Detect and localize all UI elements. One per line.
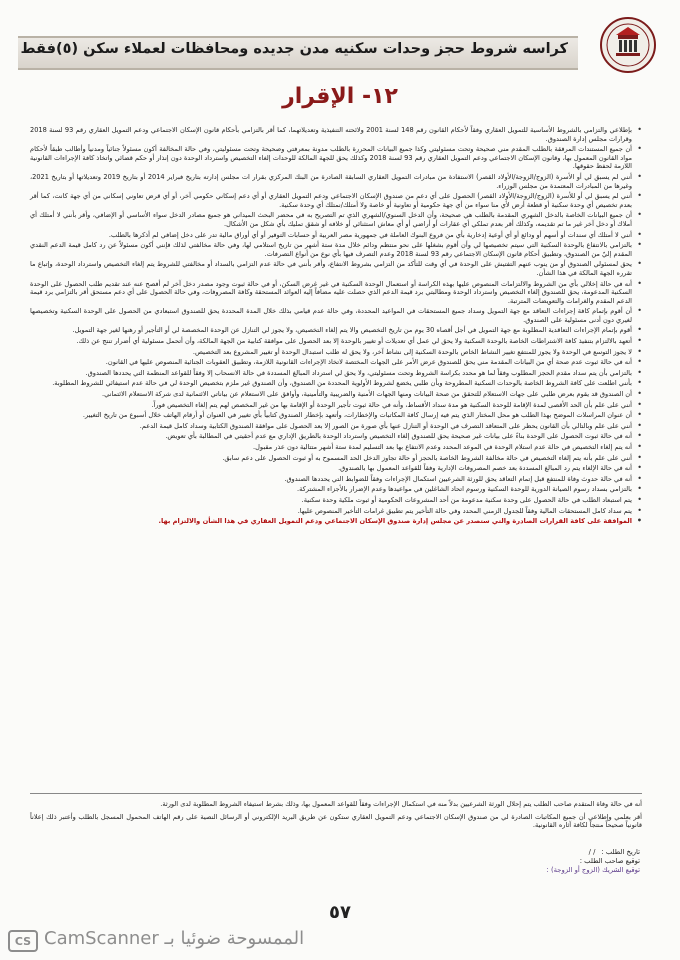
declaration-item: • أنني لا أمتلك أي سندات أو أسهم أو ودائع أو أي أوعية إدخارية بأي من فروع البنوك العاملة في جمهورية مصر العربية أو حسابات التوفير أو أي أوراق مالية تدر على دخل إضافي لم أذكرها بالطلب. [30, 231, 642, 240]
declaration-item: • أنني على علم بأن الحد الأقصى لمدة الإقامة للوحدة السكنية هو مدة سداد الأقساط، وأنه في حالة ثبوت تأجير الوحدة أو الإقامة بها من غير المخصص لهم يتم إلغاء التخصيص فوراً. [30, 401, 642, 410]
applicant-signature-label: توقيع صاحب الطلب : [579, 857, 640, 865]
declaration-item: • أنني لم يسبق لي أو الأسرة (الزوج/الزوجة/الأولاد القصر) الاستفادة من مبادرات التمويل العقاري السابقة الصادرة من البنك المركزي بقرار ات مجلس إدارته بتاريخ فبراير 2014 أو بتاريخ 2019 وتعديلاتها أو بتاريخ 2021، وغيرها من المبادرات المعتمدة من مجلس الوزراء. [30, 173, 642, 190]
declaration-item: • أنه في حالة ثبوت عدم صحة أي من البيانات المقدمة مني يحق للصندوق عرض الأمر على الجهات المختصة لاتخاذ الإجراءات القانونية اللازمة، وتطبيق العقوبات الجنائية المنصوص عليها في القانون. [30, 358, 642, 367]
section-title: ١٢- الإقرار [282, 84, 398, 109]
page-header [18, 14, 670, 76]
page-number: ٥٧ [329, 902, 351, 923]
date-value: / / [588, 848, 596, 856]
declaration-item: • بالتزامي بسداد رسوم الصيانة الدورية للوحدة السكنية ورسوم اتحاد الشاغلين في مواعيدها وعدم الإضرار بالأجزاء المشتركة. [30, 485, 642, 494]
declaration-item: • أن أقوم بإتمام كافة إجراءات التعاقد مع جهة التمويل وسداد جميع المستحقات في المواعيد المحددة، وفي حالة عدم قيامي بذلك خلال المدة المحددة يحق للصندوق استبعادي من الحصول على الوحدة السكنية وتخصيصها لغيري دون أدنى مسئولية على الصندوق. [30, 307, 642, 324]
spouse-signature-line [400, 866, 640, 875]
spouse-signature-label: توقيع الشريك (الزوج أو الزوجة) : [546, 866, 640, 874]
declaration-item: • أنني على علم بأنه يتم إلغاء التخصيص في حالة مخالفة الشروط الخاصة بالحجز أو حالة تجاوز الدخل الحد المسموح به أو ثبوت الحصول على دعم سابق. [30, 454, 642, 463]
declaration-list [30, 126, 642, 528]
declaration-item: • أنه في حالة الإلغاء يتم رد المبالغ المسددة بعد خصم المصروفات الإدارية وفقاً للقواعد المعمول بها بالصندوق. [30, 464, 642, 473]
camscanner-logo: CS [8, 930, 38, 952]
header-banner [18, 36, 578, 70]
declaration-item: • أن جميع البيانات الخاصة بالدخل الشهري المقدمة بالطلب هي صحيحة، وأن الدخل السنوي/الشهري الذي تم التصريح به في محضر البحث الميداني هو جميع مصادر الدخل سواء الأساسي أو الإضافي، وأقر بأنني لا أمتلك أي أملاك أو دخل آخر غير ما تم تقديمه، وكذلك أقر بعدم تملكي أي عقارات أو أراضي أو أي معاش استثنائي أو خلافه أو شقق تمليك بأي شكل من الأشكال. [30, 211, 642, 228]
header-title: كراسه شروط حجز وحدات سكنيه مدن جديده ومحافظات لعملاء سكن (٥)فقط [20, 41, 568, 57]
declaration-item: • أنه يتم إلغاء التخصيص في حالة عدم استلام الوحدة في الموعد المحدد وعدم الانتفاع بها بعد التسليم لمدة ستة أشهر متتالية دون عذر مقبول. [30, 443, 642, 452]
declaration-item: • يحق لمسئولي الصندوق أو من ينوب عنهم التفتيش على الوحدة في أي وقت للتأكد من التزامي بشروط الانتفاع، وأقر بأنني في حالة عدم التزامي بالسداد أو مخالفتي للشروط يتم إلغاء التخصيص واسترداد الوحدة، وإتباع ما تقرره الجهة المالكة في هذا الشأن. [30, 260, 642, 277]
declaration-item: • أنه في حالة إخلالي بأي من الشروط والالتزامات المنصوص عليها بهذه الكراسة أو استعمال الوحدة السكنية في غير غرض السكن، أو في حالة ثبوت وجود مصدر دخل آخر لم أفصح عنه عند تقديم طلب الحصول على الوحدة السكنية المدعومة، يحق للصندوق إلغاء التخصيص واسترداد الوحدة ومطالبتي برد قيمة الدعم الذي حصلت عليه مضافاً إليه العوائد المستحقة وكافة المصروفات، وفي حالة الحصول على أي دعم مستحق أقر بالتزامي برد قيمة الدعم المقدم والغرامات والتعويضات المترتبة. [30, 280, 642, 306]
date-line [400, 848, 640, 857]
declaration-item: • أن جميع المستندات المرفقة بالطلب المقدم مني صحيحة وتحت مسئوليتي وكذا جميع البيانات المحررة بالطلب مدونة بمعرفتي وصحيحة وتحت مسئوليتي، وفي حالة المخالفة أكون مسئولاً جنائياً ومدنياً وأطالب طبقاً لأحكام مواد القانون المعمول بها، وقانون الإسكان الاجتماعي ودعم التمويل العقاري رقم 93 لسنة 2018 وكذلك يحق للجهة المالكة للوحدات إلغاء التخصيص واسترداد الوحدة دون إنذار أو حكم قضائي واتخاذ كافة الإجراءات القانونية اللازمة لحفظ حقوقها. [30, 145, 642, 171]
declaration-item: • بإطلاعي والتزامي بالشروط الأساسية للتمويل العقاري وفقاً لأحكام القانون رقم 148 لسنة 2001 ولائحته التنفيذية وتعديلاتهما، كما أقر بالتزامي بأحكام قانون الإسكان الاجتماعي ودعم التمويل العقاري رقم 93 لسنة 2018 وقرارات مجلس إدارة الصندوق. [30, 126, 642, 143]
date-label: تاريخ الطلب : [601, 848, 640, 856]
declaration-item: • أنني لم يسبق لي أو للأسرة (الزوج/الزوجة/الأولاد القصر) الحصول على أي دعم من صندوق الإسكان الاجتماعي ودعم التمويل العقاري أو أي دعم إسكاني حكومي آخر، أو أي قرض تعاوني إسكاني من أي جهة كانت، كما أقر بعدم تخصيص أي وحدة سكنية أو قطعة أرض لأي منا سواء من أي جهة حكومية أو تعاونية أو خاصة ولا أمتلك/نمتلك أي وحدة سكنية. [30, 192, 642, 209]
declaration-item: • لا يجوز التوسع في الوحدة ولا يجوز للمنتفع تغيير النشاط الخاص بالوحدة السكنية إلى نشاط آخر، ولا يحق له طلب استبدال الوحدة أو تغيير المشروع بعد التخصيص. [30, 348, 642, 357]
declaration-item: • أتعهد بالالتزام بتنفيذ كافة الاشتراطات الخاصة بالوحدة السكنية ولا يحق لي عمل أي تعديلات أو تغيير بالوحدة إلا بعد الحصول على موافقة كتابية من الجهة المالكة، وأن أتحمل مسئولية أي أضرار تنتج عن ذلك. [30, 337, 642, 346]
declaration-item: • أن الصندوق قد يقوم بعرض طلبي على جهات الاستعلام للتحقق من صحة البيانات ومنها الجهات الأمنية والضريبية والتأمينية، وأوافق على الاستعلام عن بياناتي الائتمانية لدى شركة الاستعلام الائتماني. [30, 390, 642, 399]
applicant-signature-line [400, 857, 640, 866]
notes-block [30, 787, 642, 834]
note-paragraph: أقر بعلمي وإطلاعي أن جميع المكاتبات الصادرة لي من صندوق الإسكان الاجتماعي ودعم التمويل العقاري ستكون عن طريق البريد الإلكتروني أو الرسائل النصية على رقم الهاتف المحمول المسجل بالطلب وأعتبر ذلك إعلاناً قانونياً صحيحاً منتجاً لكافة آثاره القانونية. [30, 812, 642, 830]
signature-block [400, 848, 640, 875]
declaration-item: • يتم سداد كامل المستحقات المالية وفقاً للجدول الزمني المحدد وفي حالة التأخير يتم تطبيق غرامات التأخير المنصوص عليها. [30, 507, 642, 516]
divider [30, 793, 642, 794]
declaration-item: • أن عنوان المراسلات الموضح بهذا الطلب هو محل المختار الذي يتم فيه إرسال كافة المكاتبات والإخطارات، وأتعهد بإخطار الصندوق كتابياً بأي تغيير في العنوان أو أرقام الهاتف خلال أسبوع من تاريخ التغيير. [30, 411, 642, 420]
ministry-emblem-icon [590, 14, 666, 76]
declaration-item: • الموافقة على كافة القرارات الصادرة والتي ستصدر عن مجلس إدارة صندوق الإسكان الاجتماعي ودعم التمويل العقاري في هذا الشأن والالتزام بها. [30, 517, 642, 526]
note-paragraph: أنه في حالة وفاة المتقدم صاحب الطلب يتم إحلال الورثة الشرعيين بدلاً منه في استكمال الإجراءات وفقاً للقواعد المعمول بها، وذلك بشرط استيفاء الشروط المطلوبة لدى الورثة. [160, 800, 642, 808]
declaration-item: • يتم استبعاد الطلب في حالة الحصول على وحدة سكنية مدعومة من أحد المشروعات الحكومية أو ثبوت ملكية وحدة سكنية. [30, 496, 642, 505]
declaration-item: • أنه في حالة ثبوت الحصول على الوحدة بناءً على بيانات غير صحيحة يحق للصندوق إلغاء التخصيص واسترداد الوحدة بالطريق الإداري مع عدم أحقيتي في المطالبة بأي تعويض. [30, 432, 642, 441]
declaration-item: • أنني على علم وبالتالي بأن القانون يحظر على المتعاقد التصرف في الوحدة أو التنازل عنها بأي صورة من الصور إلا بعد الحصول على موافقة الصندوق الكتابية وسداد كامل قيمة الدعم. [30, 422, 642, 431]
declaration-item: • بالتزامي بأن يتم سداد مقدم الحجز المطلوب وفقاً لما هو محدد بكراسة الشروط وتحت مسئوليتي، ولا يحق لي استرداد المبالغ المسددة في حالة الانسحاب إلا وفقاً للقواعد المنظمة التي يحددها الصندوق. [30, 369, 642, 378]
scanner-watermark: الممسوحة ضوئيا بـ CamScanner [44, 928, 305, 949]
declaration-item: • بالتزامي بالانتفاع بالوحدة السكنية التي سيتم تخصيصها لي وأن أقوم بشغلها على نحو منتظم ودائم خلال مدة ستة أشهر من تاريخ استلامي لها، وفي حالة مخالفتي لذلك فإنني أكون مسئولاً عن رد كامل قيمة الدعم النقدي المقدم إليّ من الصندوق، وتطبيق أحكام قانون الإسكان الاجتماعي رقم 93 لسنة 2018 وعدم التصرف فيها بأي نوع من أنواع التصرفات. [30, 241, 642, 258]
declaration-item: • أقوم بإتمام الإجراءات التعاقدية المطلوبة مع جهة التمويل في أجل أقصاه 30 يوم من تاريخ التخصيص والا يتم إلغاء التخصيص، ولا يجوز لي التنازل عن الوحدة المخصصة لي أو التأجير أو رهنها لغير جهة التمويل. [30, 326, 642, 335]
declaration-item: • بأنني اطلعت على كافة الشروط الخاصة بالوحدات السكنية المطروحة وبأن طلبي يخضع لشروط الأولوية المحددة من الصندوق، وأن الصندوق غير ملزم بتخصيص الوحدة لي في حالة عدم استيفائي للشروط المطلوبة. [30, 379, 642, 388]
declaration-item: • أنه في حالة حدوث وفاة للمنتفع قبل إتمام التعاقد يحق للورثة الشرعيين استكمال الإجراءات وفقاً للضوابط التي يحددها الصندوق. [30, 475, 642, 484]
